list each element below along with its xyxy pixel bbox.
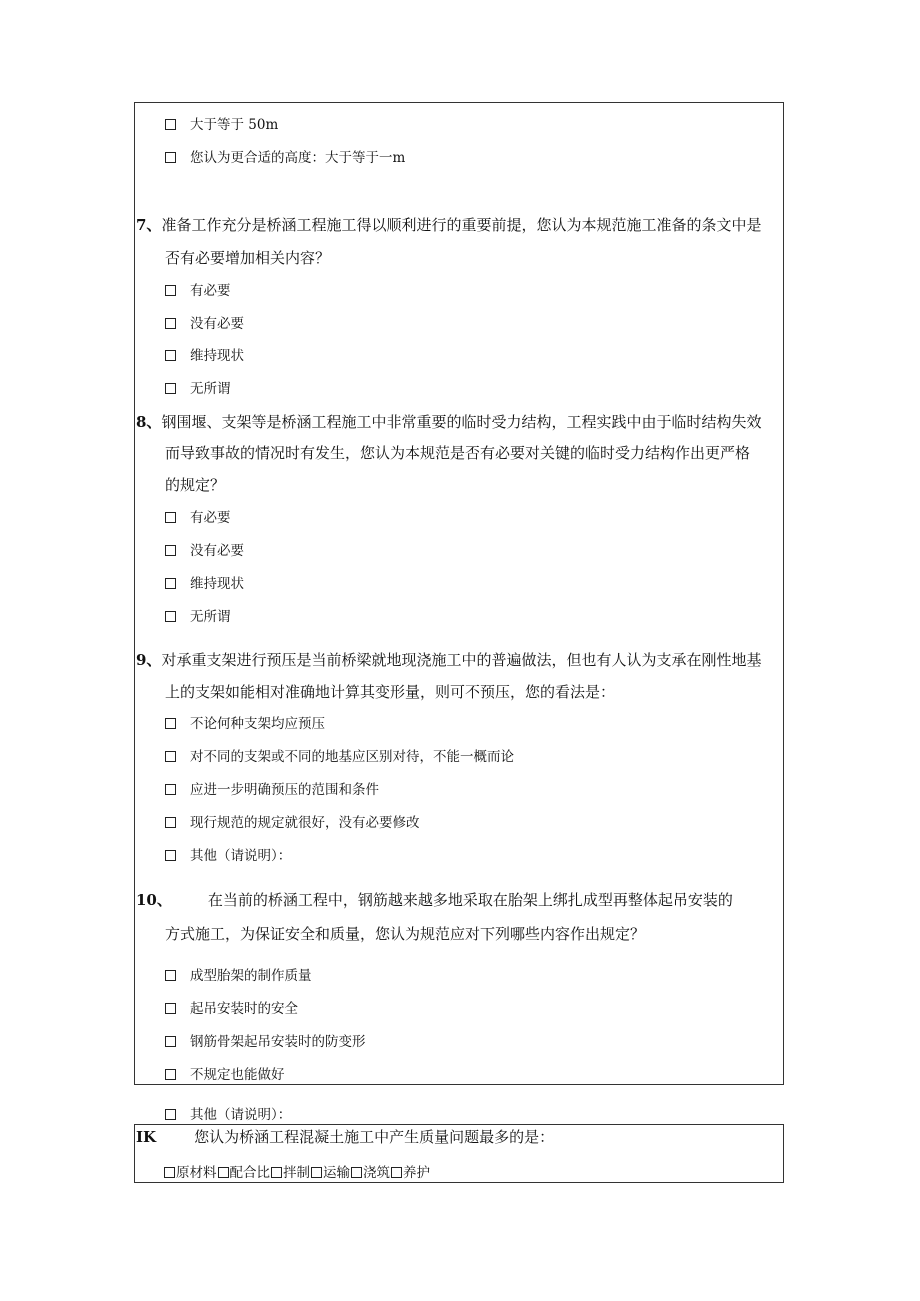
option-checkbox-row[interactable]: 起吊安装时的安全 [165,1000,298,1018]
checkbox-icon[interactable] [165,119,176,130]
checkbox-icon[interactable] [165,611,176,622]
option-checkbox-row[interactable]: 应进一步明确预压的范围和条件 [165,781,379,799]
checkbox-icon[interactable] [165,970,176,981]
checkbox-icon[interactable] [165,383,176,394]
option-inline[interactable]: 养护 [391,1165,430,1181]
option-checkbox-row[interactable]: 维持现状 [165,347,244,365]
option-checkbox-row[interactable]: 您认为更合适的高度：大于等于一m [165,149,405,167]
option-checkbox-row[interactable]: 维持现状 [165,575,244,593]
question-8-continuation: 而导致事故的情况时有发生，您认为本规范是否有必要对关键的临时受力结构作出更严格 [165,444,751,462]
question-8-continuation: 的规定？ [165,476,226,494]
option-checkbox-row[interactable]: 现行规范的规定就很好，没有必要修改 [165,814,420,832]
option-checkbox-row[interactable]: 其他（请说明）： [165,1106,291,1124]
checkbox-icon[interactable] [165,1036,176,1047]
question-11-options [164,1164,431,1182]
option-checkbox-row[interactable]: 不论何种支架均应预压 [165,715,325,733]
checkbox-icon[interactable] [165,1109,176,1120]
option-inline[interactable]: 原材料 [164,1165,217,1181]
checkbox-icon[interactable] [218,1167,229,1178]
option-checkbox-row[interactable]: 无所谓 [165,380,231,398]
option-checkbox-row[interactable]: 钢筋骨架起吊安装时的防变形 [165,1033,366,1051]
checkbox-icon[interactable] [165,578,176,589]
checkbox-icon[interactable] [165,285,176,296]
checkbox-icon[interactable] [165,318,176,329]
checkbox-icon[interactable] [271,1167,282,1178]
option-checkbox-row[interactable]: 无所谓 [165,608,231,626]
option-checkbox-row[interactable]: 对不同的支架或不同的地基应区别对待，不能一概而论 [165,748,514,766]
checkbox-icon[interactable] [351,1167,362,1178]
checkbox-icon[interactable] [165,545,176,556]
option-inline[interactable]: 拌制 [271,1165,310,1181]
option-checkbox-row[interactable]: 其他（请说明）： [165,847,291,865]
option-inline[interactable]: 运输 [311,1165,350,1181]
option-inline[interactable]: 配合比 [218,1165,271,1181]
checkbox-icon[interactable] [165,152,176,163]
question-8: 8、钢围堰、支架等是桥涵工程施工中非常重要的临时受力结构，工程实践中由于临时结构失效 [136,413,762,431]
checkbox-icon[interactable] [311,1167,322,1178]
checkbox-icon[interactable] [165,850,176,861]
checkbox-icon[interactable] [165,512,176,523]
checkbox-icon[interactable] [165,718,176,729]
checkbox-icon[interactable] [165,784,176,795]
checkbox-icon[interactable] [165,350,176,361]
question-9-continuation: 上的支架如能相对准确地计算其变形量，则可不预压，您的看法是： [165,683,616,701]
checkbox-icon[interactable] [165,1069,176,1080]
option-checkbox-row[interactable]: 有必要 [165,509,231,527]
question-7-continuation: 否有必要增加相关内容？ [165,249,331,267]
option-inline[interactable]: 浇筑 [351,1165,390,1181]
question-10-continuation: 方式施工，为保证安全和质量，您认为规范应对下列哪些内容作出规定？ [165,925,646,943]
question-10: 10、 在当前的桥涵工程中，钢筋越来越多地采取在胎架上绑扎成型再整体起吊安装的 [136,891,733,909]
checkbox-icon[interactable] [391,1167,402,1178]
checkbox-icon[interactable] [165,817,176,828]
option-checkbox-row[interactable]: 不规定也能做好 [165,1066,285,1084]
option-checkbox-row[interactable]: 有必要 [165,282,231,300]
option-checkbox-row[interactable]: 大于等于 50m [165,116,278,134]
option-checkbox-row[interactable]: 成型胎架的制作质量 [165,967,312,985]
checkbox-icon[interactable] [165,751,176,762]
option-checkbox-row[interactable]: 没有必要 [165,542,244,560]
question-11: IK 您认为桥涵工程混凝土施工中产生质量问题最多的是： [136,1128,555,1146]
checkbox-icon[interactable] [164,1167,175,1178]
option-checkbox-row[interactable]: 没有必要 [165,315,244,333]
question-9: 9、对承重支架进行预压是当前桥梁就地现浇施工中的普遍做法，但也有人认为支承在刚性地基 [136,651,762,669]
question-7: 7、准备工作充分是桥涵工程施工得以顺利进行的重要前提，您认为本规范施工准备的条文中是 [136,216,762,234]
checkbox-icon[interactable] [165,1003,176,1014]
